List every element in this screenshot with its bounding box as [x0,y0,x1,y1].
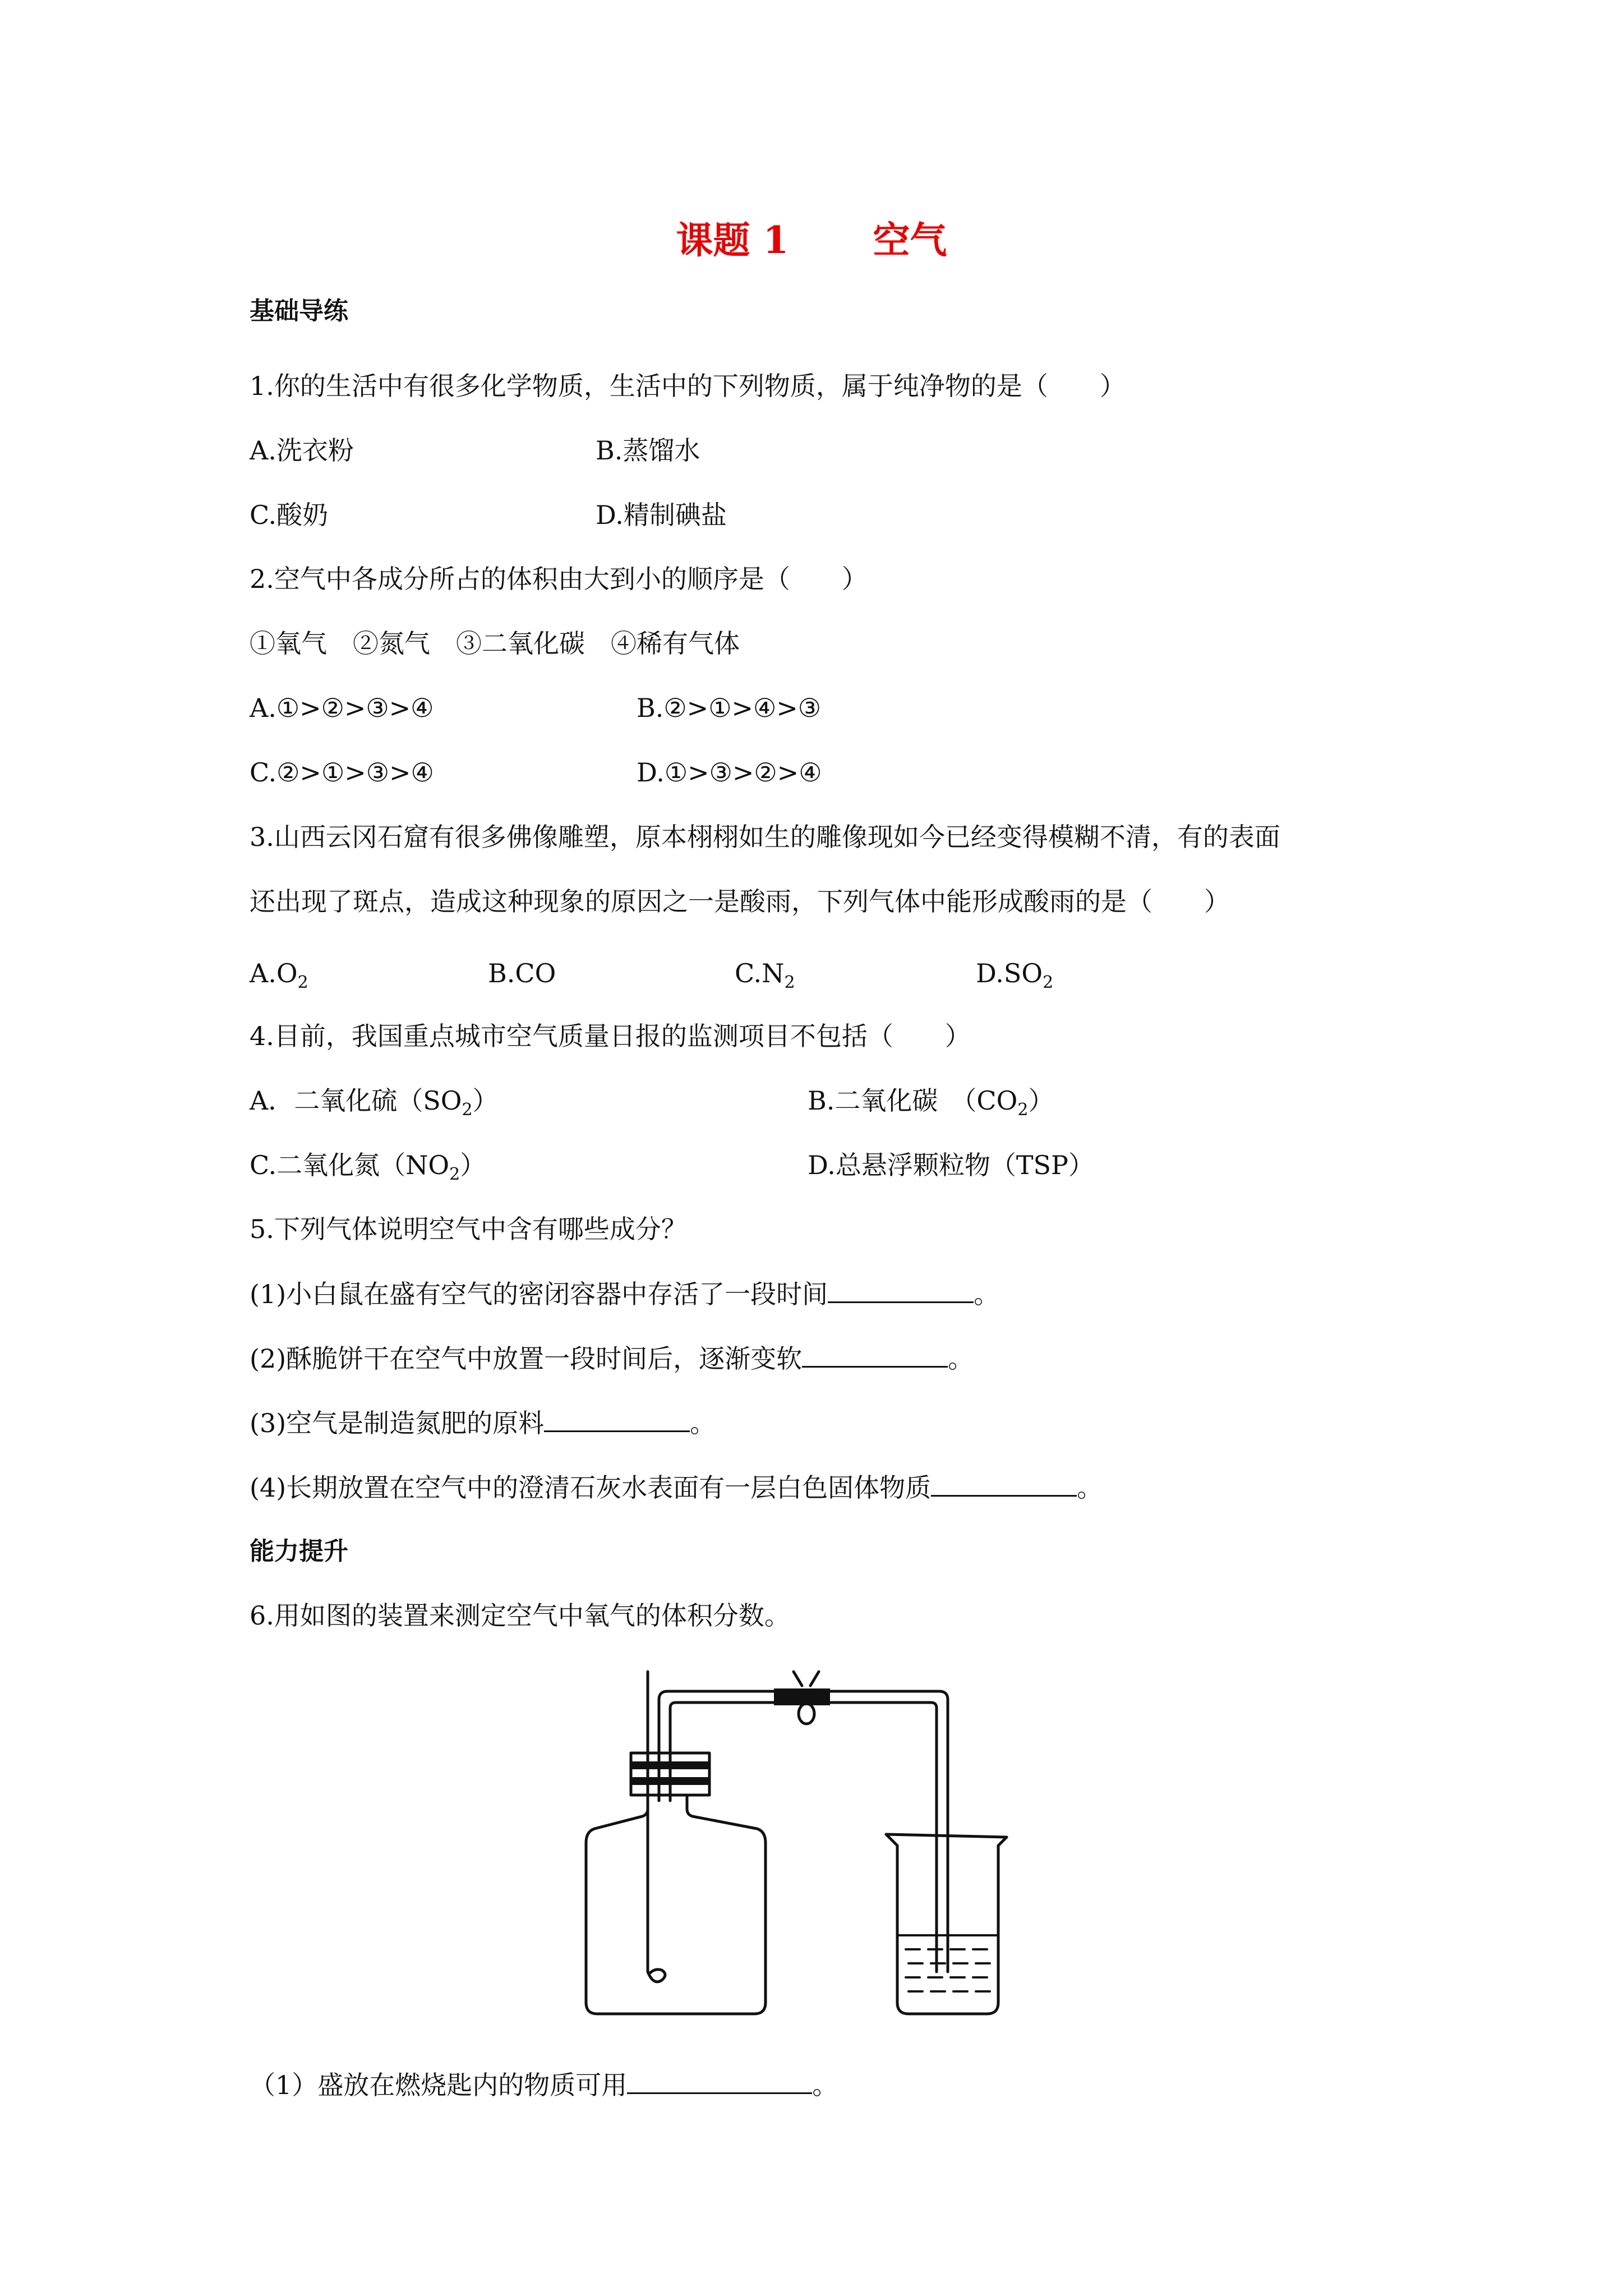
spring-clamp [774,1672,830,1724]
answer-blank[interactable] [627,2068,812,2094]
q5-sub3: (3)空气是制造氮肥的原料 。 [250,1406,716,1440]
q1-option-b: B.蒸馏水 [596,435,700,466]
title-number: 课题 1 [676,218,789,262]
q2-option-a: A.①>②>③>④ [250,693,434,723]
q3-option-a: $A.O_2$ [250,958,308,993]
q3-option-b: B.CO [488,958,556,988]
q5-sub1: (1)小白鼠在盛有空气的密闭容器中存活了一段时间 。 [250,1277,999,1311]
q1-stem: 1.你的生活中有很多化学物质，生活中的下列物质，属于纯净物的是（ ） [250,371,1126,401]
q4-option-c: C.二氧化氮$(NO_2)$ [250,1150,486,1185]
gas-jar [586,1795,766,2014]
q4-stem: 4.目前，我国重点城市空气质量日报的监测项目不包括（ ） [250,1021,971,1051]
q6-stem: 6.用如图的装置来测定空气中氧气的体积分数。 [250,1600,790,1631]
answer-blank[interactable] [544,1406,690,1432]
q1-option-d: D.精制碘盐 [596,500,727,530]
oxygen-measurement-apparatus-diagram [572,1666,1066,2025]
q1-option-c: C.酸奶 [250,500,329,530]
section-basic: 基础导练 [250,297,348,325]
title-text: 空气 [873,218,947,262]
q3-stem-line1: 3.山西云冈石窟有很多佛像雕塑，原本栩栩如生的雕像现如今已经变得模糊不清，有的表面 [250,822,1280,852]
q3-stem-line2: 还出现了斑点，造成这种现象的原因之一是酸雨，下列气体中能形成酸雨的是（ ） [250,886,1230,917]
q3-option-d: $D.SO_2$ [976,958,1054,993]
answer-blank[interactable] [828,1277,974,1303]
q2-option-b: B.②>①>④>③ [637,693,822,723]
q2-option-c: C.②>①>③>④ [250,757,434,788]
q5-sub2: (2)酥脆饼干在空气中放置一段时间后，逐渐变软 。 [250,1341,974,1375]
q4-option-d: D.总悬浮颗粒物（TSP） [808,1150,1095,1180]
glass-tube [659,1691,948,1972]
q5-sub4: (4)长期放置在空气中的澄清石灰水表面有一层白色固体物质 。 [250,1470,1103,1504]
q4-option-b: B.二氧化碳 $(CO_2)$ [808,1085,1054,1120]
q3-option-c: $C.N_2$ [735,958,795,993]
q4-option-a: A．二氧化硫$(SO_2)$ [250,1085,499,1120]
q6-sub1: （1）盛放在燃烧匙内的物质可用 。 [250,2068,838,2102]
section-advanced: 能力提升 [250,1537,348,1566]
q5-stem: 5.下列气体说明空气中含有哪些成分？ [250,1214,687,1244]
page-title [0,218,1623,263]
answer-blank[interactable] [802,1341,948,1368]
answer-blank[interactable] [931,1470,1077,1497]
q1-option-a: A.洗衣粉 [250,435,354,466]
q2-items: ①氧气 ②氮气 ③二氧化碳 ④稀有气体 [250,628,740,659]
q2-option-d: D.①>③>②>④ [637,757,822,788]
q2-stem: 2.空气中各成分所占的体积由大到小的顺序是（ ） [250,564,868,594]
